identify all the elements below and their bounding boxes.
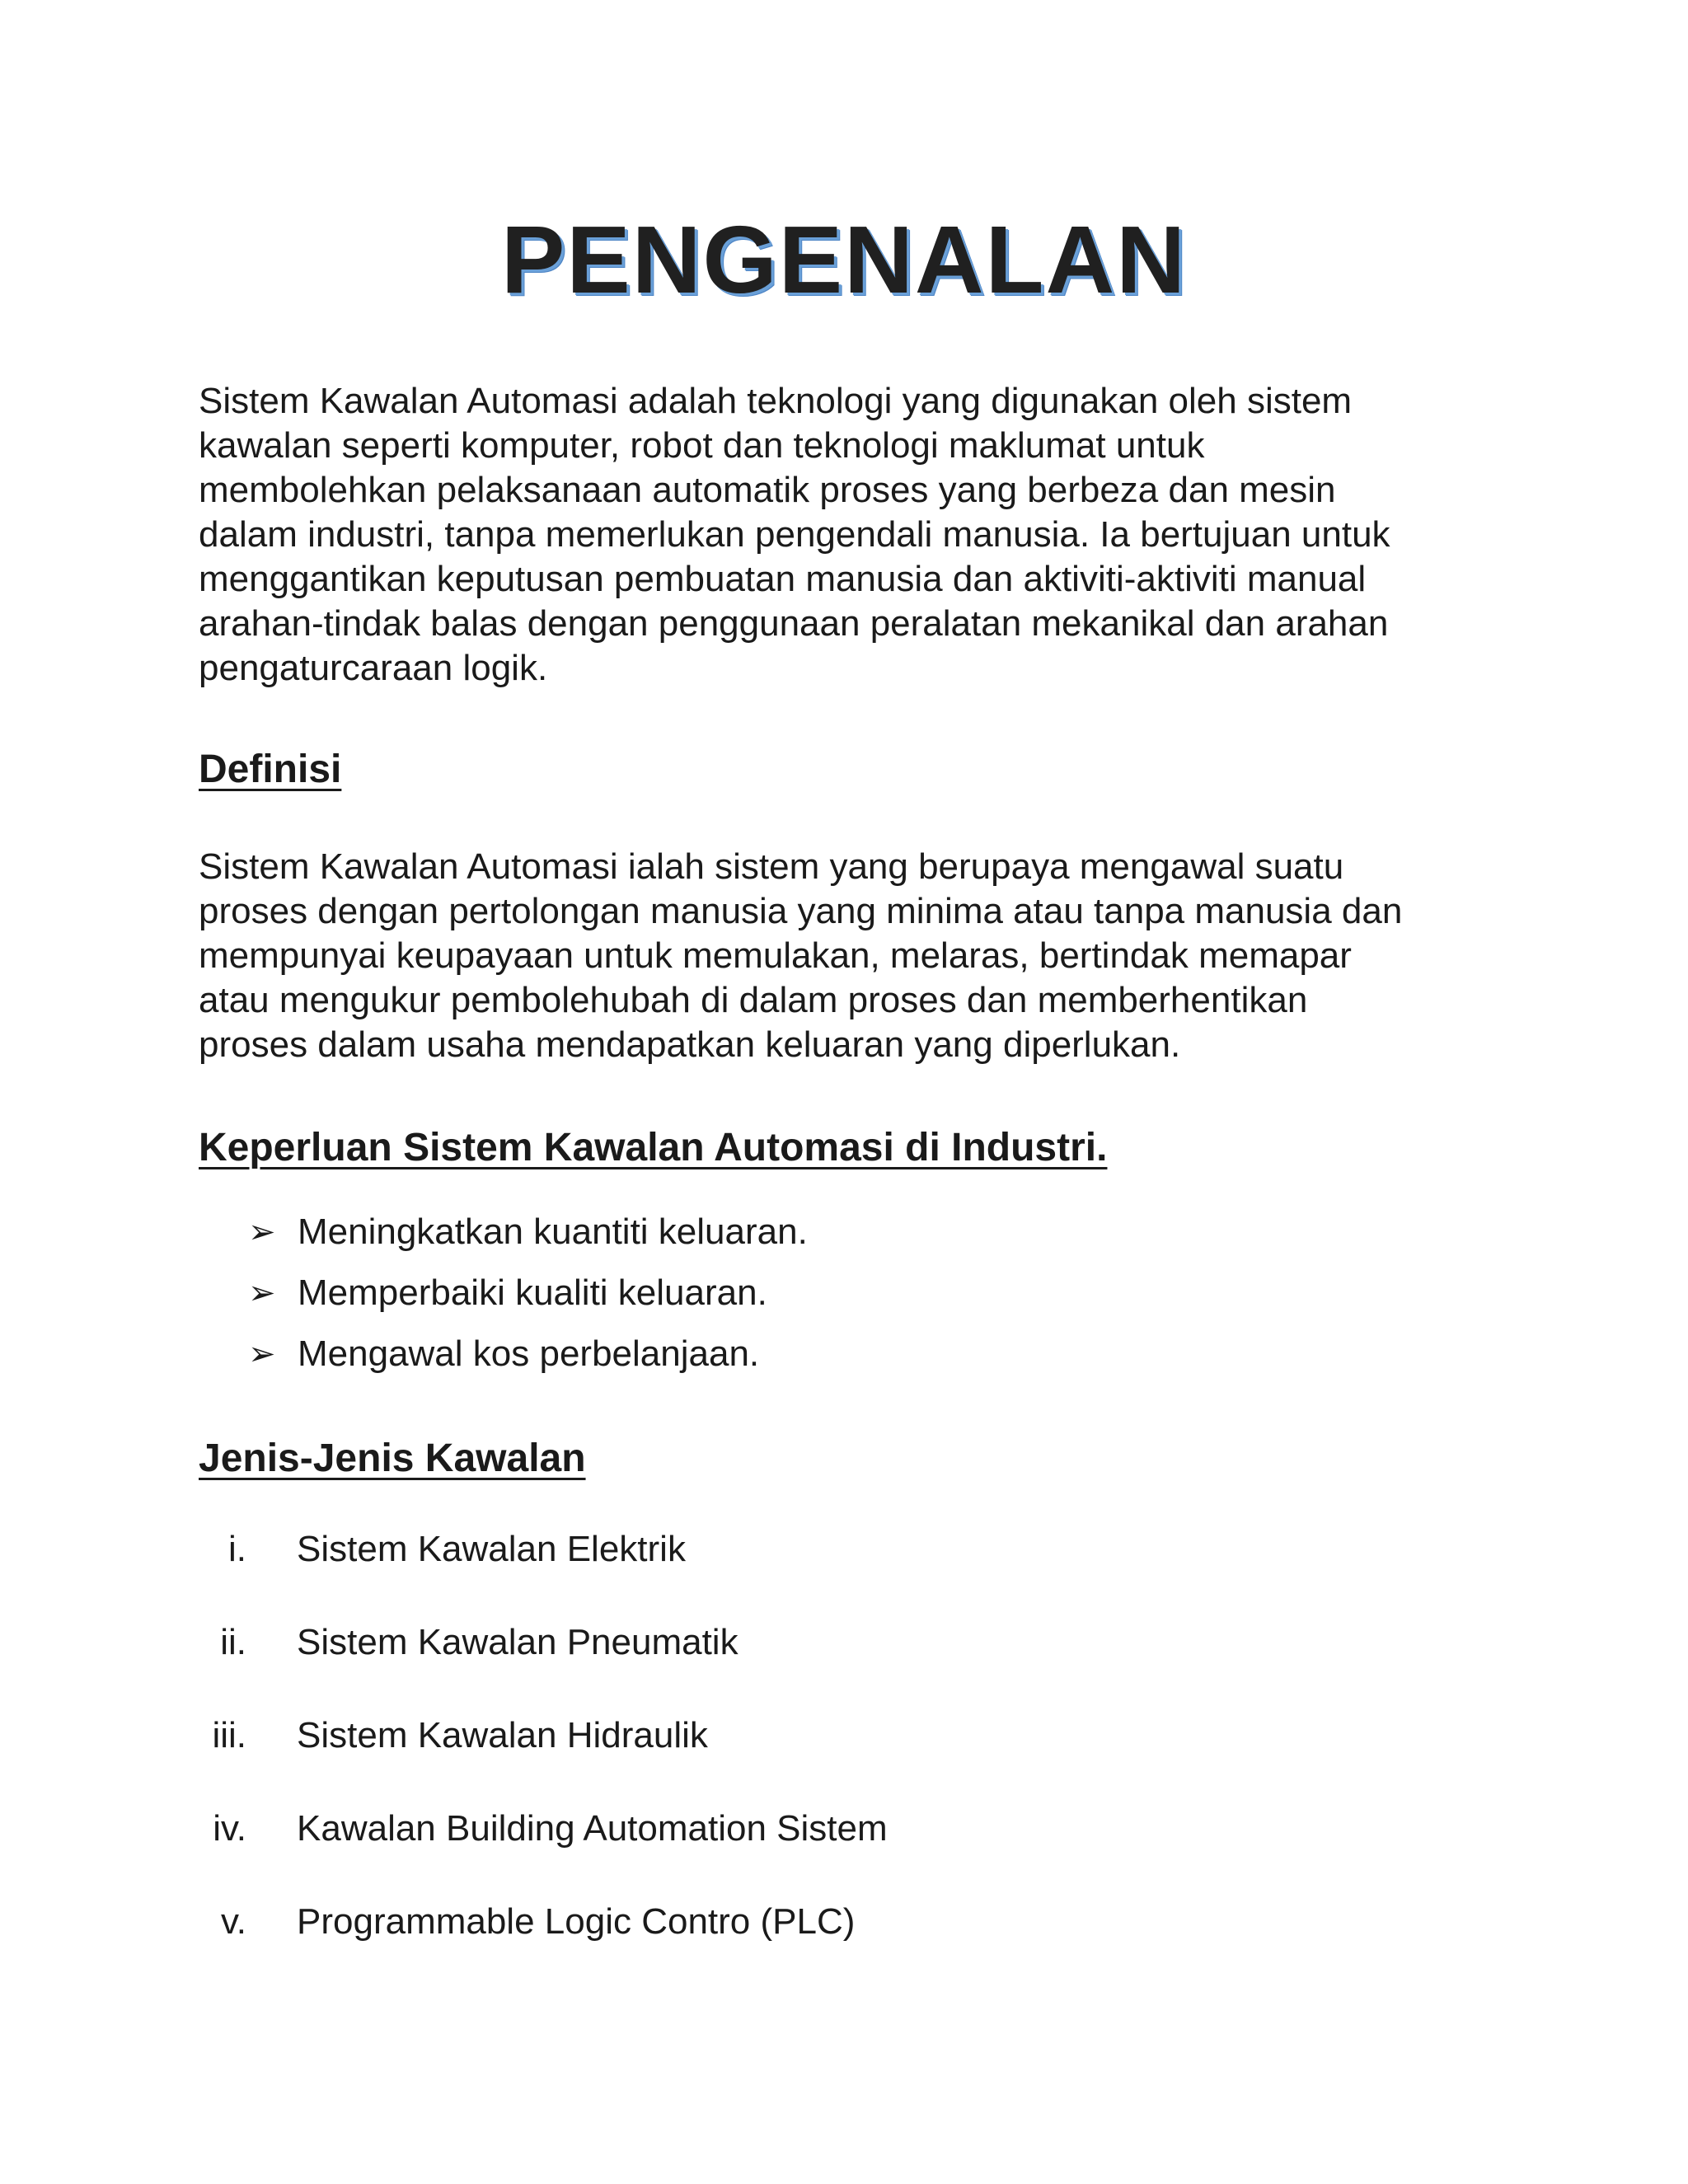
- list-number: iii.: [212, 1715, 246, 1755]
- list-item: [199, 1620, 1484, 1713]
- list-item: [199, 1202, 1484, 1263]
- list-item-text: Sistem Kawalan Elektrik: [297, 1529, 686, 1569]
- intro-line: dalam industri, tanpa memerlukan pengendali manusia. Ia bertujuan untuk: [199, 514, 1390, 555]
- list-item-text: Meningkatkan kuantiti keluaran.: [298, 1212, 808, 1252]
- definisi-line: atau mengukur pembolehubah di dalam proses dan memberhentikan: [199, 980, 1308, 1020]
- jenis-list: [199, 1527, 1484, 1993]
- intro-line: membolehkan pelaksanaan automatik proses yang berbeza dan mesin: [199, 470, 1336, 510]
- list-item: [199, 1807, 1484, 1900]
- intro-line: pengaturcaraan logik.: [199, 648, 548, 688]
- jenis-heading: Jenis-Jenis Kawalan: [199, 1436, 586, 1480]
- list-item-text: Sistem Kawalan Pneumatik: [297, 1622, 738, 1662]
- keperluan-list: [199, 1202, 1484, 1385]
- intro-line: arahan-tindak balas dengan penggunaan peralatan mekanikal dan arahan: [199, 603, 1389, 644]
- list-item: [199, 1527, 1484, 1620]
- intro-paragraph: [199, 379, 1484, 691]
- intro-line: Sistem Kawalan Automasi adalah teknologi yang digunakan oleh sistem: [199, 381, 1353, 421]
- page-title: PENGENALAN: [500, 206, 1188, 313]
- list-item: [199, 1713, 1484, 1807]
- arrowhead-bullet-icon: ➢: [248, 1336, 276, 1372]
- list-item-text: Kawalan Building Automation Sistem: [297, 1808, 888, 1849]
- list-number: iv.: [213, 1808, 246, 1849]
- definisi-line: proses dengan pertolongan manusia yang minima atau tanpa manusia dan: [199, 891, 1403, 931]
- list-number: v.: [221, 1901, 246, 1942]
- list-number: ii.: [220, 1622, 246, 1662]
- arrowhead-bullet-icon: ➢: [248, 1214, 276, 1250]
- intro-line: menggantikan keputusan pembuatan manusia dan aktiviti-aktiviti manual: [199, 559, 1367, 599]
- definisi-paragraph: [199, 845, 1484, 1067]
- definisi-line: Sistem Kawalan Automasi ialah sistem yang berupaya mengawal suatu: [199, 846, 1344, 887]
- list-item-text: Sistem Kawalan Hidraulik: [297, 1715, 708, 1755]
- document-body: [199, 379, 1484, 1993]
- list-item-text: Mengawal kos perbelanjaan.: [298, 1333, 760, 1374]
- definisi-line: mempunyai keupayaan untuk memulakan, melaras, bertindak memapar: [199, 935, 1352, 976]
- definisi-line: proses dalam usaha mendapatkan keluaran yang diperlukan.: [199, 1024, 1181, 1065]
- list-item-text: Memperbaiki kualiti keluaran.: [298, 1272, 767, 1313]
- keperluan-heading: Keperluan Sistem Kawalan Automasi di Industri.: [199, 1126, 1108, 1169]
- list-number: i.: [228, 1529, 246, 1569]
- arrowhead-bullet-icon: ➢: [248, 1275, 276, 1311]
- list-item: [199, 1324, 1484, 1385]
- list-item: [199, 1900, 1484, 1993]
- list-item-text: Programmable Logic Contro (PLC): [297, 1901, 856, 1942]
- list-item: [199, 1263, 1484, 1324]
- definisi-heading: Definisi: [199, 748, 342, 791]
- intro-line: kawalan seperti komputer, robot dan teknologi maklumat untuk: [199, 425, 1205, 466]
